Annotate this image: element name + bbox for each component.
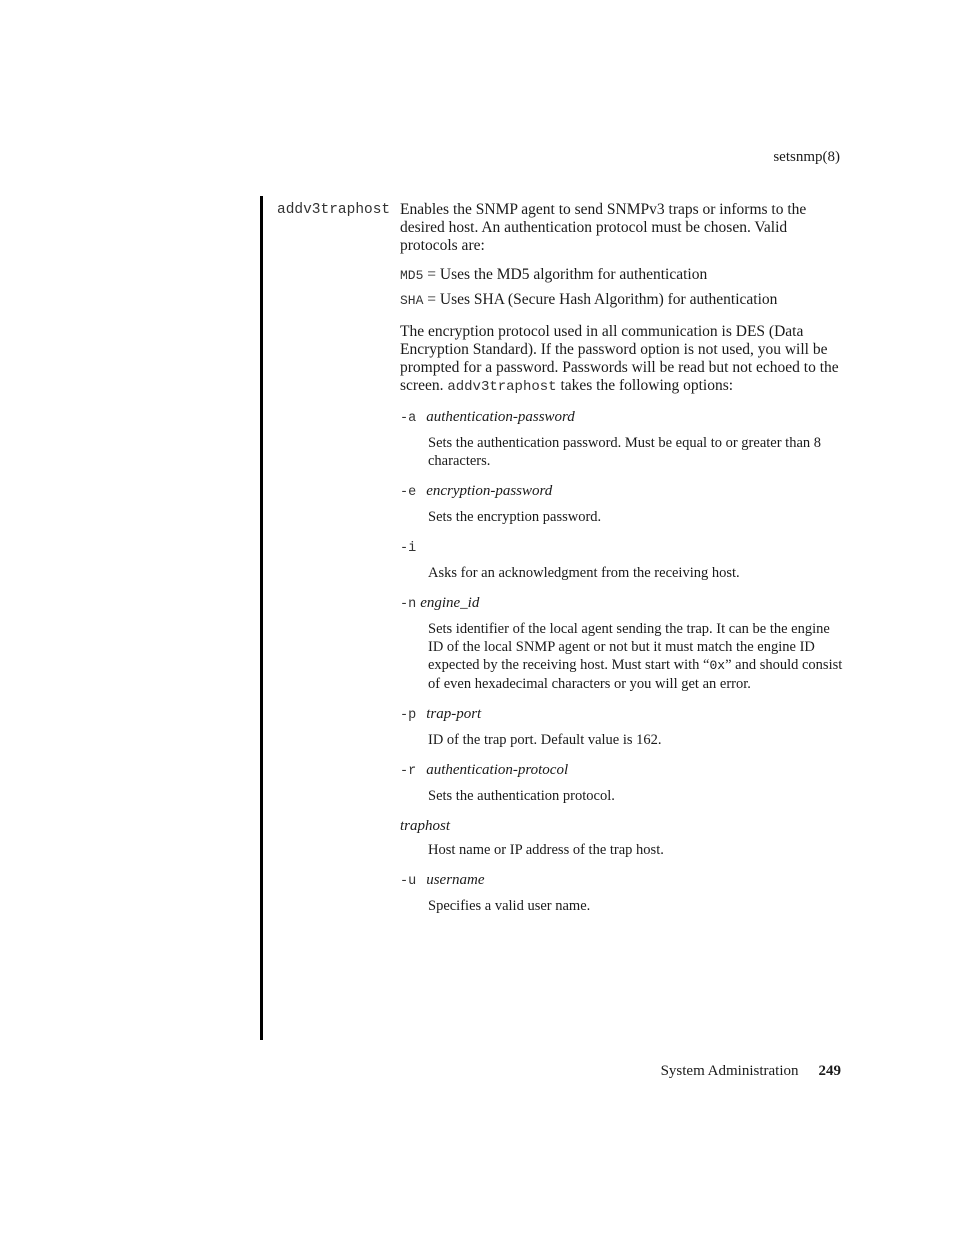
option-n-heading: [400, 594, 844, 614]
option-n-desc-text: Sets identifier of the local agent sending the trap. It can be the engine ID of the local SNMP agent or not but it must match the engine ID expected by the receiving host. Must start with “: [428, 621, 830, 673]
encryption-code: addv3traphost: [447, 379, 557, 395]
option-e-description: Sets the encryption password.: [428, 509, 602, 525]
option-flag: -p: [400, 708, 417, 723]
subcommand-description: [400, 201, 844, 915]
option-a-description: Sets the authentication password. Must be equal to or greater than 8 characters.: [428, 435, 822, 469]
option-arg: traphost: [400, 818, 451, 834]
option-arg: encryption-password: [426, 483, 553, 499]
option-arg: engine_id: [420, 595, 480, 611]
option-r-heading: [400, 761, 844, 781]
option-u-description: Specifies a valid user name.: [428, 898, 591, 914]
encryption-paragraph: [400, 323, 844, 396]
option-flag: -i: [400, 541, 417, 556]
change-bar: [260, 196, 263, 1040]
option-flag: -r: [400, 764, 417, 779]
intro-paragraph: Enables the SNMP agent to send SNMPv3 traps or informs to the desired host. An authentication protocol must be chosen. Valid protocols are:: [400, 201, 807, 254]
page-number: 249: [818, 1063, 841, 1079]
option-flag: -a: [400, 411, 417, 426]
option-arg: username: [426, 872, 485, 888]
option-traphost-heading: [400, 817, 844, 835]
option-arg: authentication-protocol: [426, 762, 569, 778]
protocol-md5: [400, 263, 844, 288]
subcommand-term: addv3traphost: [277, 202, 391, 218]
option-i-description: Asks for an acknowledgment from the receiving host.: [428, 565, 740, 581]
running-head: setsnmp(8): [773, 149, 840, 165]
option-arg: trap-port: [426, 706, 482, 722]
option-n-description: [428, 620, 844, 693]
option-r-description: Sets the authentication protocol.: [428, 788, 615, 804]
encryption-text-end: takes the following options:: [556, 377, 734, 394]
protocol-list: [400, 263, 844, 313]
option-i-heading: [400, 538, 844, 558]
option-flag: -n: [400, 597, 417, 612]
footer-title: System Administration: [660, 1063, 799, 1079]
option-n-desc-text-end: ” and should consist of even hexadecimal characters or you will get an error.: [428, 657, 843, 692]
option-p-heading: [400, 705, 844, 725]
option-a-heading: [400, 408, 844, 428]
option-e-heading: [400, 482, 844, 502]
page-footer: [661, 1063, 841, 1080]
protocol-code: MD5: [400, 268, 424, 283]
option-p-description: ID of the trap port. Default value is 162.: [428, 732, 662, 748]
encryption-text: The encryption protocol used in all communication is DES (Data Encryption Standard). If the password option is not used, you will be prompted for a password. Passwords will be read but not echoed to the screen.: [400, 323, 839, 394]
protocol-text: = Uses the MD5 algorithm for authentication: [423, 266, 708, 283]
protocol-sha: [400, 288, 844, 313]
protocol-code: SHA: [400, 293, 424, 308]
option-traphost-description: Host name or IP address of the trap host.: [428, 842, 664, 858]
option-flag: -u: [400, 874, 417, 889]
protocol-text: = Uses SHA (Secure Hash Algorithm) for authentication: [423, 291, 778, 308]
option-flag: -e: [400, 485, 417, 500]
option-arg: authentication-password: [426, 409, 575, 425]
option-n-desc-code: 0x: [709, 658, 726, 673]
option-u-heading: [400, 871, 844, 891]
